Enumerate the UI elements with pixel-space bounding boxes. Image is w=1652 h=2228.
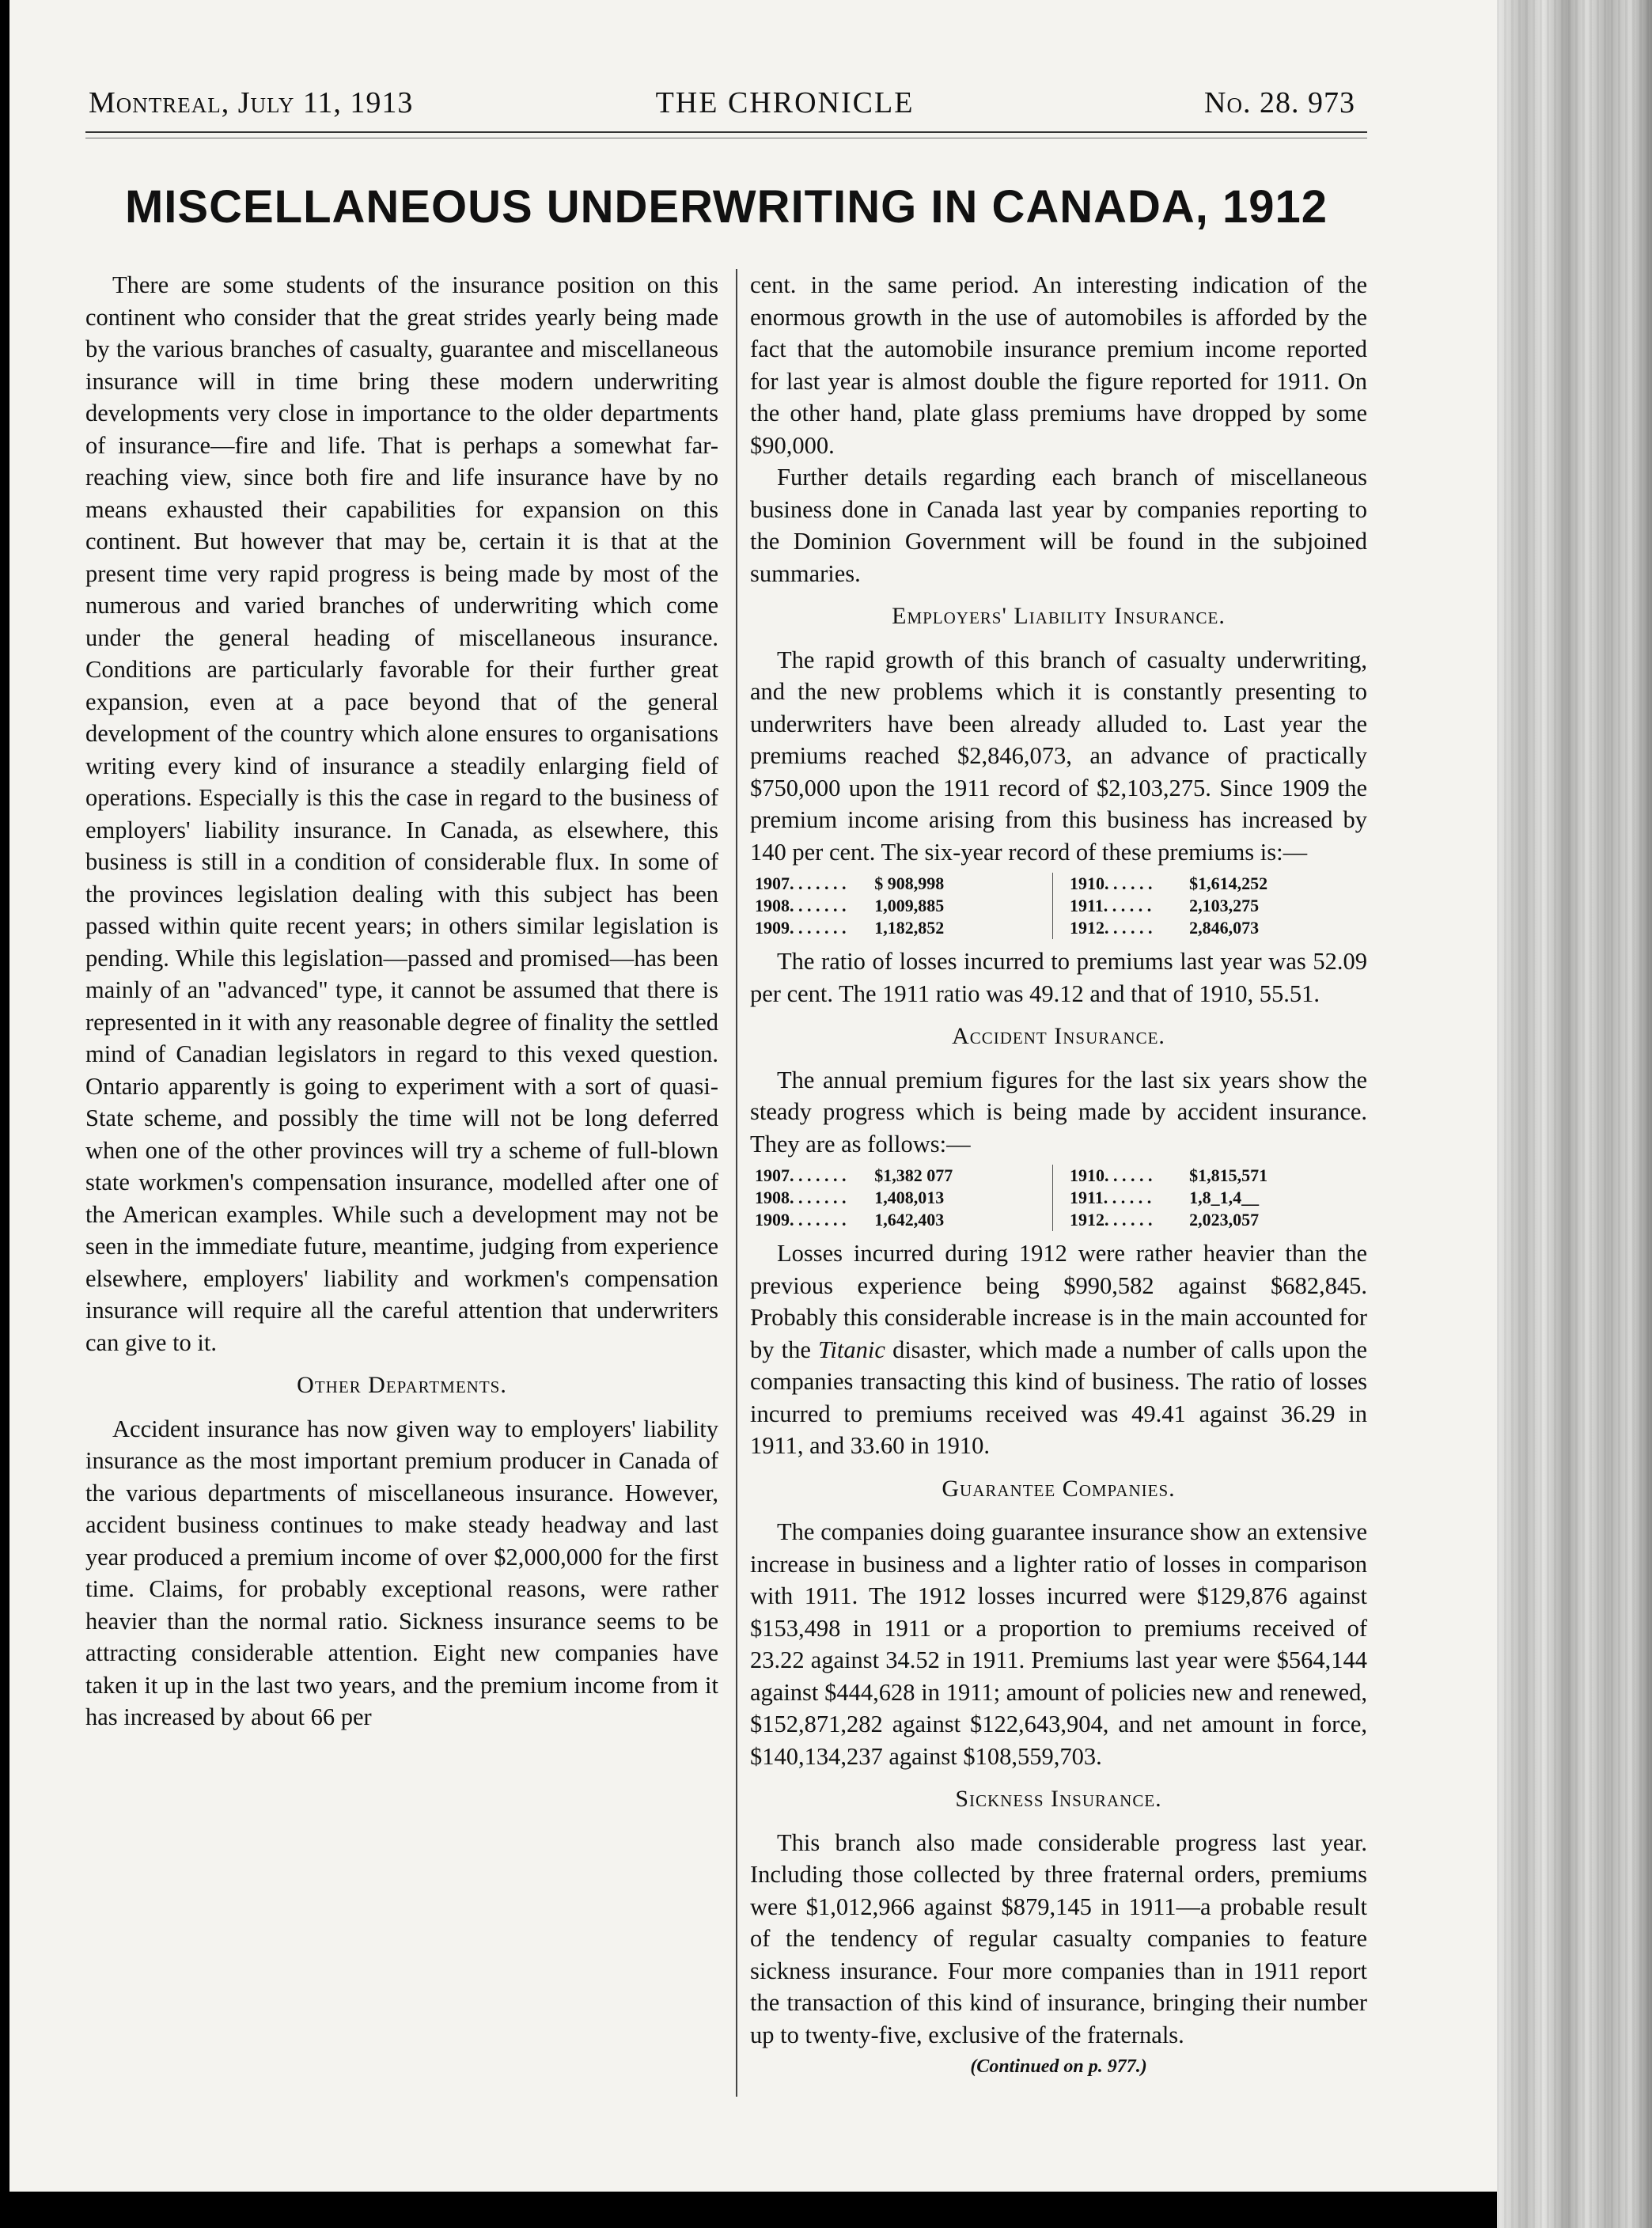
table-row xyxy=(750,1187,1367,1209)
header-issue-page: No. 28. 973 xyxy=(1204,86,1355,119)
column-left xyxy=(85,269,718,1734)
table-row xyxy=(750,1165,1367,1187)
year-cell: 1912. . . . . . xyxy=(1069,1210,1153,1230)
year-cell: 1910. . . . . . xyxy=(1069,1165,1153,1185)
section-heading-employers-liability: Employers' Liability Insurance. xyxy=(892,603,1226,629)
paragraph: The companies doing guarantee insurance show an extensive increase in business and a lighter ratio of losses in comparison with 1911. The 1912 losses incurred were $129,876 against $153,498 in 1911 or a proportion to premiums received of 23.22 against 34.52 in 1911. Premiums last year were $564,144 against $444,628 in 1911; amount of policies new and renewed, $152,871,282 against $122,643,904, and net amount in force, $140,134,237 against $108,559,703. xyxy=(750,1518,1367,1770)
paragraph: Further details regarding each branch of miscellaneous business done in Canada last year by companies reporting to the Dominion Government will be found in the subjoined summaries. xyxy=(750,464,1367,587)
year-cell: 1907. . . . . . . xyxy=(755,1165,847,1185)
year-cell: 1908. . . . . . . xyxy=(755,1188,847,1207)
paragraph: The rapid growth of this branch of casualty underwriting, and the new problems which it is constantly presenting to underwriters have been already alluded to. Last year the premiums reached $2,846,073, an advance of practically $750,000 upon the 1911 record of $2,103,275. Since 1909 the premium income arising from this business has increased by 140 per cent. The six-year record of these premiums is:— xyxy=(750,646,1367,866)
column-right xyxy=(750,269,1367,2083)
year-cell: 1910. . . . . . xyxy=(1069,873,1153,893)
paragraph: Accident insurance has now given way to employers' liability insurance as the most important premium producer in Canada of the various departments of miscellaneous insurance. However, accident business continues to make steady headway and last year produced a premium income of over $2,000,000 for the first time. Claims, for probably exceptional reasons, were rather heavier than the normal ratio. Sickness insurance seems to be attracting considerable attention. Eight new companies have taken it up in the last two years, and the premium income from it has increased by about 66 per xyxy=(85,1415,718,1730)
year-cell: 1909. . . . . . . xyxy=(755,918,847,938)
paragraph: The annual premium figures for the last six years show the steady progress which is being made by accident insurance. They are as follows:— xyxy=(750,1066,1367,1158)
titanic-italic: Titanic xyxy=(818,1336,885,1363)
table-row xyxy=(750,873,1367,895)
accident-premium-table xyxy=(750,1165,1367,1231)
value-cell: 2,846,073 xyxy=(1189,918,1260,938)
table-row xyxy=(750,1209,1367,1231)
year-cell: 1908. . . . . . . xyxy=(755,896,847,915)
column-divider xyxy=(736,269,737,2097)
page xyxy=(9,0,1497,2192)
value-cell: $1,614,252 xyxy=(1189,873,1268,893)
article-title: MISCELLANEOUS UNDERWRITING IN CANADA, 1912 xyxy=(124,181,1328,233)
value-cell: 2,023,057 xyxy=(1189,1210,1260,1230)
paragraph: This branch also made considerable progress last year. Including those collected by three fraternal orders, premiums were $1,012,966 against $879,145 in 1911—a probable result of the tendency of regular casualty companies to feature sickness insurance. Four more companies than in 1911 report the transaction of this kind of insurance, bringing their number up to twenty-five, exclusive of the fraternals. xyxy=(750,1828,1367,2048)
paragraph: There are some students of the insurance position on this continent who consider that the great strides yearly being made by the various branches of casualty, guarantee and miscellaneous insurance will in time bring these modern underwriting developments very close in importance to the older departments of insurance—fire and life. That is perhaps a somewhat far-reaching view, since both fire and life insurance have by no means exhausted their capabilities for expansion on this continent. But however that may be, certain it is that at the present time very rapid progress is being made by most of the numerous and varied branches of underwriting which come under the general heading of miscellaneous insurance. Conditions are particularly favorable for their further great expansion, even at a pace beyond that of the general development of the country which alone ensures to organisations writing every kind of insurance a steadily enlarging field of operations. Especially is this the case in regard to the business of employers' liability insurance. In Canada, as elsewhere, this business is still in a condition of considerable flux. In some of the provinces legislation dealing with this subject has been passed within quite recent years; in others similar legislation is pending. While this legislation—passed and promised—has been mainly of an "advanced" type, it cannot be assumed that there is represented in it with any reasonable degree of finality the settled mind of Canadian legislators in regard to this vexed question. Ontario apparently is going to experiment with a sort of quasi-State scheme, and possibly the time will not be long deferred when one of the other provinces will try a scheme of full-blown state workmen's compensation insurance, modelled after one of the American examples. While such a development may not be seen in the immediate future, meantime, judging from experience elsewhere, employers' liability and workmen's compensation insurance will require all the careful attention that underwriters can give to it. xyxy=(85,271,718,1356)
header-rule xyxy=(85,131,1367,133)
employers-liability-premium-table xyxy=(750,873,1367,939)
year-cell: 1911. . . . . . xyxy=(1069,896,1152,915)
section-heading-sickness-insurance: Sickness Insurance. xyxy=(955,1786,1162,1812)
section-heading-accident-insurance: Accident Insurance. xyxy=(952,1023,1165,1049)
book-page-edge xyxy=(1497,0,1652,2228)
value-cell: 1,009,885 xyxy=(874,896,945,915)
year-cell: 1909. . . . . . . xyxy=(755,1210,847,1230)
value-cell: 1,8_1,4__ xyxy=(1189,1188,1260,1207)
continued-notice: (Continued on p. 977.) xyxy=(970,2056,1147,2077)
paragraph: The ratio of losses incurred to premiums last year was 52.09 per cent. The 1911 ratio was 49.12 and that of 1910, 55.51. xyxy=(750,948,1367,1007)
value-cell: $1,815,571 xyxy=(1189,1165,1268,1185)
table-row xyxy=(750,895,1367,917)
value-cell: $1,382 077 xyxy=(874,1165,953,1185)
paragraph: Losses incurred during 1912 were rather heavier than the previous experience being $990,582 against $682,845. Probably this considerable increase is in the main accounted for by the Titanic disaster, which made a number of calls upon the companies transacting this kind of business. The ratio of losses incurred to premiums received was 49.41 against 36.29 in 1911, and 33.60 in 1910. xyxy=(750,1240,1367,1459)
header-publication: THE CHRONICLE xyxy=(655,86,915,119)
paragraph: cent. in the same period. An interesting indication of the enormous growth in the use of automobiles is afforded by the fact that the automobile insurance premium income reported for last year is almost double the figure reported for 1911. On the other hand, plate glass premiums have dropped by some $90,000. xyxy=(750,271,1367,459)
year-cell: 1912. . . . . . xyxy=(1069,918,1153,938)
value-cell: 2,103,275 xyxy=(1189,896,1260,915)
value-cell: 1,182,852 xyxy=(874,918,945,938)
table-row xyxy=(750,917,1367,939)
header-dateline: Montreal, July 11, 1913 xyxy=(89,86,414,119)
year-cell: 1911. . . . . . xyxy=(1069,1188,1152,1207)
value-cell: 1,408,013 xyxy=(874,1188,945,1207)
value-cell: $ 908,998 xyxy=(874,873,945,893)
section-heading-other-departments: Other Departments. xyxy=(297,1372,507,1398)
year-cell: 1907. . . . . . . xyxy=(755,873,847,893)
value-cell: 1,642,403 xyxy=(874,1210,945,1230)
section-heading-guarantee-companies: Guarantee Companies. xyxy=(942,1475,1176,1502)
